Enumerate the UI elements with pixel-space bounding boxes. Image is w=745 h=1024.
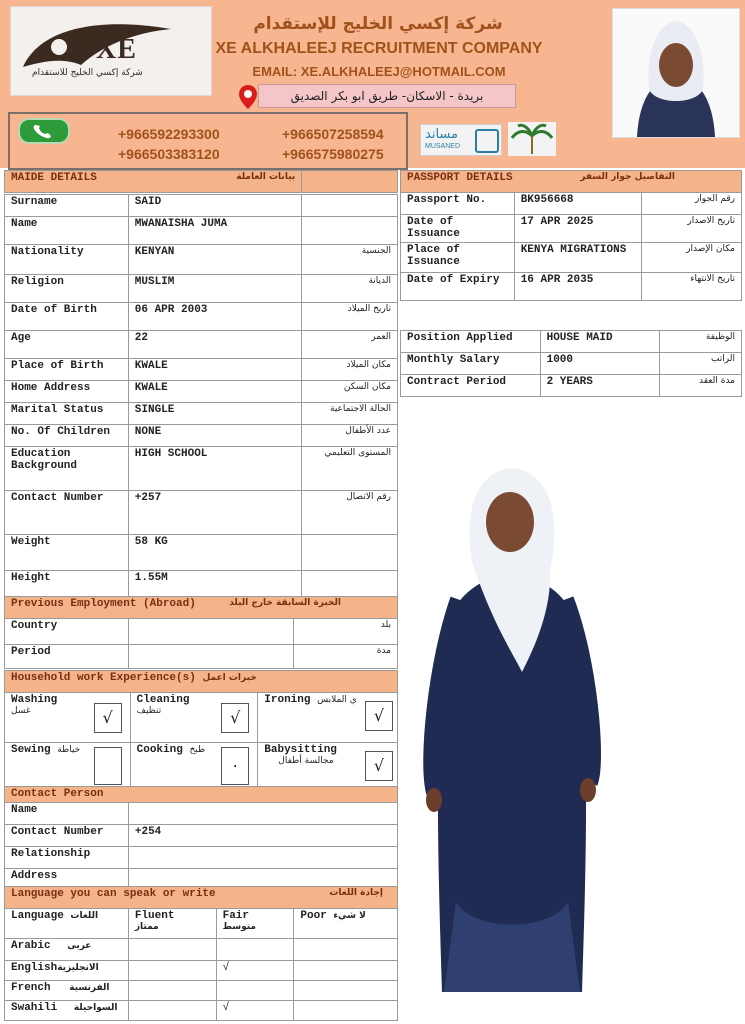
passport-header-ar: التفاصيل جواز السفر: [580, 172, 675, 182]
skill-label: Cooking: [136, 744, 183, 756]
phone-number-2: +966507258594: [282, 126, 384, 142]
skill-label-ar: غسل: [11, 706, 31, 716]
musaned-logo-en: MUSANED: [425, 143, 461, 150]
fluent-cell[interactable]: [128, 1001, 216, 1021]
field-label: Date of Expiry: [401, 273, 515, 301]
column-header: Fluent: [134, 910, 175, 922]
household-header-ar: خبرات اعمل: [202, 673, 257, 683]
field-value: HIGH SCHOOL: [128, 447, 301, 491]
previous-employment-header: [5, 597, 398, 619]
poor-cell[interactable]: [294, 981, 398, 1001]
field-value: +254: [128, 825, 397, 847]
language-header: [5, 887, 398, 909]
field-label-ar: مكان الميلاد: [302, 359, 398, 381]
household-header: [5, 671, 398, 693]
company-address: بريدة - الاسكان- طريق ابو بكر الصديق: [258, 84, 516, 108]
field-value: KWALE: [128, 359, 301, 381]
passport-header-en: PASSPORT DETAILS: [407, 172, 513, 184]
field-label-ar: رقم الجواز: [642, 193, 742, 215]
field-label: Marital Status: [5, 403, 129, 425]
field-label: Home Address: [5, 381, 129, 403]
skill-washing: [5, 693, 131, 743]
field-label: Place of Issuance: [401, 243, 515, 273]
language-name-ar: الانجليزية: [57, 963, 99, 973]
language-name-ar: السواحيلة: [73, 1003, 118, 1013]
maide-details-header: [5, 171, 302, 193]
skill-cooking: [130, 743, 258, 789]
skill-checkbox[interactable]: √: [365, 701, 393, 731]
skill-checkbox[interactable]: √: [221, 703, 249, 733]
previous-header-ar: الخبرة السابقة خارج البلد: [229, 598, 341, 608]
field-label: Contact Number: [5, 825, 129, 847]
skill-checkbox[interactable]: .: [221, 747, 249, 785]
field-label: Nationality: [5, 245, 129, 275]
field-label-ar: المستوى التعليمي: [302, 447, 398, 491]
field-label-ar: [302, 571, 398, 597]
column-header-ar: ممتاز: [134, 922, 159, 932]
language-header-ar: إجادة اللغات: [329, 888, 383, 898]
field-label-ar: الجنسية: [302, 245, 398, 275]
field-label-ar: رقم الاتصال: [302, 491, 398, 535]
field-label: Date of Birth: [5, 303, 129, 331]
field-label-ar: مدة: [294, 645, 398, 669]
field-label: Period: [5, 645, 129, 669]
field-label: Weight: [5, 535, 129, 571]
skill-checkbox[interactable]: √: [365, 751, 393, 781]
field-label-ar: [302, 195, 398, 217]
table-row: [5, 939, 398, 961]
position-table: [400, 330, 742, 397]
maide-header-en: MAIDE DETAILS: [11, 172, 97, 184]
skill-babysitting: [258, 743, 398, 789]
field-label: Relationship: [5, 847, 129, 869]
field-value: [128, 847, 397, 869]
field-value: +257: [128, 491, 301, 535]
field-value: KENYAN: [128, 245, 301, 275]
field-value: BK956668: [514, 193, 642, 215]
language-name-ar: الفرنسية: [69, 983, 110, 993]
maide-details-table: [4, 170, 398, 193]
field-label: Height: [5, 571, 129, 597]
palm-emblem-icon: [508, 122, 556, 161]
language-table: [4, 886, 398, 1021]
portrait-photo: [612, 8, 740, 138]
fair-cell[interactable]: √: [216, 961, 294, 981]
field-value: 22: [128, 331, 301, 359]
previous-header-en: Previous Employment (Abroad): [11, 598, 196, 610]
field-label: Name: [5, 803, 129, 825]
field-label: Religion: [5, 275, 129, 303]
field-label-ar: الحالة الاجتماعية: [302, 403, 398, 425]
field-label-ar: تاريخ الميلاد: [302, 303, 398, 331]
table-row: [5, 1001, 398, 1021]
skill-cleaning: [130, 693, 258, 743]
company-name-arabic: شركة إكسي الخليج للإستقدام: [253, 14, 503, 34]
phone-icon: [18, 118, 70, 144]
phone-number-4: +966575980275: [282, 146, 384, 162]
skill-label-ar: ي الملابس: [317, 695, 357, 705]
maide-header-ar: بيانات العاملة: [236, 172, 296, 182]
company-email: EMAIL: XE.ALKHALEEJ@HOTMAIL.COM: [252, 64, 506, 79]
field-value: HOUSE MAID: [540, 331, 660, 353]
musaned-logo: [420, 124, 502, 156]
skill-label-ar: طبخ: [189, 745, 206, 755]
field-value: NONE: [128, 425, 301, 447]
field-value: 16 APR 2035: [514, 273, 642, 301]
language-name: French: [11, 982, 51, 994]
skill-label-ar: مجالسة أطفال: [278, 756, 334, 766]
musaned-logo-ar: مساند: [425, 127, 458, 142]
field-label: Name: [5, 217, 129, 245]
field-value: KENYA MIGRATIONS: [514, 243, 642, 273]
field-label: Contract Period: [401, 375, 541, 397]
field-value: 1.55M: [128, 571, 301, 597]
full-body-photo: [412, 462, 612, 1012]
household-experience-table: [4, 670, 398, 789]
column-header-ar: متوسط: [222, 922, 256, 932]
phone-number-1: +966592293300: [118, 126, 220, 142]
fair-cell[interactable]: √: [216, 1001, 294, 1021]
logo-text: XE: [96, 34, 137, 65]
field-value: SAID: [128, 195, 301, 217]
field-label: Surname: [5, 195, 129, 217]
field-label-ar: مكان السكن: [302, 381, 398, 403]
fluent-cell[interactable]: [128, 939, 216, 961]
field-label: Age: [5, 331, 129, 359]
language-name: Arabic: [11, 940, 51, 952]
field-label: Education Background: [5, 447, 129, 491]
logo-subtext: شركة إكسي الخليج للاستقدام: [32, 68, 143, 78]
field-label-ar: الديانة: [302, 275, 398, 303]
household-header-en: Household work Experience(s): [11, 672, 196, 684]
skill-checkbox[interactable]: [94, 747, 122, 785]
phone-number-3: +966503383120: [118, 146, 220, 162]
poor-cell[interactable]: [294, 1001, 398, 1021]
field-label-ar: [302, 217, 398, 245]
fair-cell[interactable]: [216, 981, 294, 1001]
skill-label: Babysitting: [264, 744, 337, 756]
table-row: [5, 981, 398, 1001]
poor-cell[interactable]: [294, 939, 398, 961]
column-header-ar: لا شيء: [333, 911, 366, 921]
field-value: 06 APR 2003: [128, 303, 301, 331]
field-value: 58 KG: [128, 535, 301, 571]
fluent-cell[interactable]: [128, 961, 216, 981]
field-label: Position Applied: [401, 331, 541, 353]
skill-sewing: [5, 743, 131, 789]
field-value: SINGLE: [128, 403, 301, 425]
field-label: Contact Number: [5, 491, 129, 535]
field-value: MUSLIM: [128, 275, 301, 303]
maide-rows: [4, 194, 398, 597]
language-name: Swahili: [11, 1002, 58, 1014]
field-value: 2 YEARS: [540, 375, 660, 397]
skill-ironing: [258, 693, 398, 743]
skill-label: Ironing: [264, 694, 311, 706]
musaned-house-icon: [475, 129, 499, 153]
skill-label-ar: تنظيف: [136, 706, 162, 716]
field-label-ar: مكان الإصدار: [642, 243, 742, 273]
field-label-ar: عدد الأطفال: [302, 425, 398, 447]
skill-label: Sewing: [11, 744, 51, 756]
skill-label: Washing: [11, 694, 58, 706]
skill-checkbox[interactable]: √: [94, 703, 122, 733]
field-label-ar: الوظيفة: [660, 331, 742, 353]
field-label-ar: [302, 535, 398, 571]
field-value: 1000: [540, 353, 660, 375]
field-label-ar: العمر: [302, 331, 398, 359]
field-label-ar: بلد: [294, 619, 398, 645]
field-label: Country: [5, 619, 129, 645]
language-name-ar: عربى: [67, 941, 92, 951]
field-value: 17 APR 2025: [514, 215, 642, 243]
field-label: Monthly Salary: [401, 353, 541, 375]
field-label-ar: تاريخ الانتهاء: [642, 273, 742, 301]
field-label: Place of Birth: [5, 359, 129, 381]
field-label-ar: الراتب: [660, 353, 742, 375]
previous-employment-table: [4, 596, 398, 669]
column-header: Language: [11, 910, 64, 922]
field-label: Passport No.: [401, 193, 515, 215]
column-header-ar: اللغات: [70, 911, 99, 921]
column-header: Poor: [300, 910, 327, 922]
location-pin-icon: [238, 84, 258, 115]
skill-label: Cleaning: [136, 694, 190, 706]
field-value: [128, 803, 397, 825]
poor-cell[interactable]: [294, 961, 398, 981]
language-header-en: Language you can speak or write: [11, 888, 216, 900]
company-name: XE ALKHALEEJ RECRUITMENT COMPANY: [215, 40, 543, 57]
field-value: KWALE: [128, 381, 301, 403]
table-row: [5, 961, 398, 981]
passport-details-table: [400, 170, 742, 301]
fluent-cell[interactable]: [128, 981, 216, 1001]
field-label-ar: مدة العقد: [660, 375, 742, 397]
skill-label-ar: خياطة: [57, 745, 81, 755]
fair-cell[interactable]: [216, 939, 294, 961]
field-label: Address: [5, 869, 129, 889]
field-value: MWANAISHA JUMA: [128, 217, 301, 245]
language-name: English: [11, 962, 58, 974]
contact-person-table: [4, 786, 398, 889]
field-label: Date of Issuance: [401, 215, 515, 243]
contact-person-header: Contact Person: [5, 787, 398, 803]
column-header: Fair: [222, 910, 250, 922]
field-label-ar: تاريخ الاصدار: [642, 215, 742, 243]
field-label: No. Of Children: [5, 425, 129, 447]
passport-details-header: [401, 171, 742, 193]
